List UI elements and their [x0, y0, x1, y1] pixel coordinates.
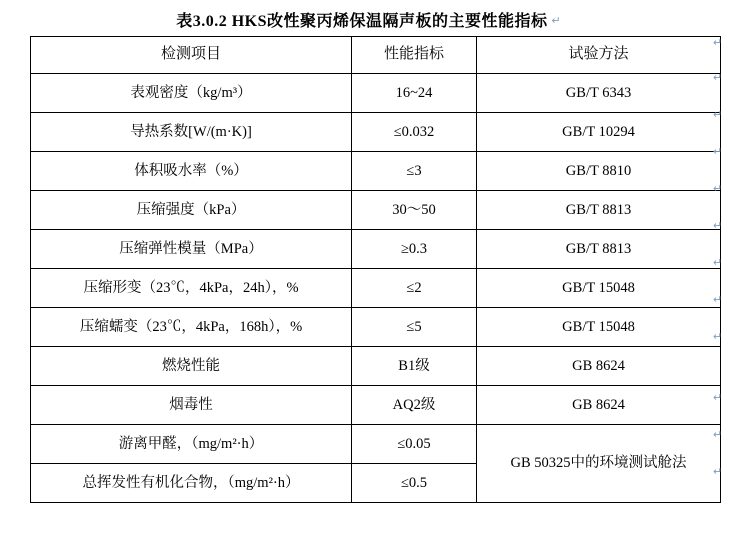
cell-item-text: 烟毒性 — [169, 396, 213, 413]
cell-index — [352, 113, 477, 152]
cell-index-text: ≤0.05 — [397, 435, 431, 452]
cell-item — [31, 230, 352, 269]
cell-method-text: GB/T 15048 — [562, 318, 635, 335]
cell-method-merged — [477, 425, 721, 503]
cell-index — [352, 347, 477, 386]
cell-item-text: 总挥发性有机化合物，（mg/m²·h） — [82, 474, 300, 491]
cell-index-text: ≤2 — [406, 279, 422, 296]
cell-index-text: ≤5 — [406, 318, 422, 335]
paragraph-mark-icon: ↵ — [713, 220, 723, 232]
table-row — [31, 425, 721, 464]
table-row — [31, 74, 721, 113]
cell-item-text: 压缩形变（23℃，4kPa，24h），% — [83, 279, 299, 296]
cell-item-text: 压缩弹性模量（MPa） — [119, 240, 263, 257]
cell-method-text: GB/T 8810 — [565, 162, 632, 179]
cell-index — [352, 230, 477, 269]
header-method-label: 试验方法 — [568, 46, 629, 63]
cell-index — [352, 74, 477, 113]
cell-item-text: 导热系数[W/(m·K)] — [130, 123, 252, 140]
cell-item — [31, 152, 352, 191]
cell-method-text: GB 50325中的环境测试舱法 — [510, 455, 687, 472]
cell-method — [477, 152, 721, 191]
spec-table — [30, 36, 721, 503]
table-row — [31, 386, 721, 425]
cell-index-text: ≤0.5 — [400, 474, 428, 491]
paragraph-mark-icon: ↵ — [713, 331, 723, 343]
cell-method-text: GB/T 15048 — [562, 279, 635, 296]
cell-index-text: AQ2级 — [392, 396, 436, 413]
cell-index — [352, 191, 477, 230]
cell-method — [477, 230, 721, 269]
header-item-label: 检测项目 — [160, 46, 221, 63]
table-caption-text: 表3.0.2 HKS改性聚丙烯保温隔声板的主要性能指标 — [176, 12, 548, 30]
cell-method-text: GB 8624 — [572, 357, 625, 374]
cell-item — [31, 347, 352, 386]
table-row — [31, 230, 721, 269]
paragraph-mark-icon: ↵ — [551, 14, 561, 27]
cell-item — [31, 464, 352, 503]
cell-index — [352, 464, 477, 503]
cell-method-text: GB/T 6343 — [565, 84, 632, 101]
cell-method — [477, 74, 721, 113]
cell-method — [477, 308, 721, 347]
cell-index-text: ≥0.3 — [400, 240, 428, 257]
paragraph-mark-icon: ↵ — [713, 37, 723, 49]
cell-item-text: 游离甲醛，（mg/m²·h） — [118, 435, 264, 452]
header-cell-index — [352, 37, 477, 74]
paragraph-mark-icon: ↵ — [713, 466, 723, 478]
cell-index — [352, 269, 477, 308]
table-row — [31, 113, 721, 152]
cell-item-text: 体积吸水率（%） — [134, 162, 248, 179]
cell-item — [31, 386, 352, 425]
document-page — [0, 4, 737, 549]
cell-method — [477, 386, 721, 425]
header-cell-method — [477, 37, 721, 74]
cell-index-text: B1级 — [398, 357, 430, 374]
table-row — [31, 191, 721, 230]
table-caption — [30, 4, 707, 34]
cell-item — [31, 425, 352, 464]
paragraph-mark-icon: ↵ — [713, 72, 723, 84]
header-index-label: 性能指标 — [383, 46, 444, 63]
paragraph-mark-icon: ↵ — [713, 429, 723, 441]
table-row — [31, 347, 721, 386]
table-row — [31, 152, 721, 191]
cell-index — [352, 152, 477, 191]
cell-index — [352, 308, 477, 347]
paragraph-mark-icon: ↵ — [713, 146, 723, 158]
table-header-row — [31, 37, 721, 74]
cell-item — [31, 269, 352, 308]
cell-item — [31, 113, 352, 152]
cell-method-text: GB/T 8813 — [565, 240, 632, 257]
cell-item — [31, 308, 352, 347]
cell-index-text: ≤0.032 — [393, 123, 435, 140]
cell-method — [477, 347, 721, 386]
cell-item-text: 压缩强度（kPa） — [136, 201, 246, 218]
header-cell-item — [31, 37, 352, 74]
cell-method — [477, 113, 721, 152]
cell-index — [352, 425, 477, 464]
cell-index-text: 30～50 — [392, 201, 436, 218]
cell-item — [31, 74, 352, 113]
paragraph-marks-column — [713, 38, 731, 478]
cell-method-text: GB/T 8813 — [565, 201, 632, 218]
table-row — [31, 308, 721, 347]
table-row — [31, 269, 721, 308]
cell-index — [352, 386, 477, 425]
paragraph-mark-icon: ↵ — [713, 392, 723, 404]
cell-item — [31, 191, 352, 230]
paragraph-mark-icon: ↵ — [713, 183, 723, 195]
cell-method — [477, 269, 721, 308]
cell-index-text: 16~24 — [395, 84, 433, 101]
paragraph-mark-icon: ↵ — [713, 257, 723, 269]
cell-item-text: 压缩蠕变（23℃，4kPa，168h），% — [79, 318, 303, 335]
cell-item-text: 燃烧性能 — [162, 357, 220, 374]
cell-index-text: ≤3 — [406, 162, 422, 179]
cell-item-text: 表观密度（kg/m³） — [130, 84, 252, 101]
cell-method-text: GB 8624 — [572, 396, 625, 413]
paragraph-mark-icon: ↵ — [713, 109, 723, 121]
cell-method-text: GB/T 10294 — [562, 123, 635, 140]
cell-method — [477, 191, 721, 230]
paragraph-mark-icon: ↵ — [713, 294, 723, 306]
